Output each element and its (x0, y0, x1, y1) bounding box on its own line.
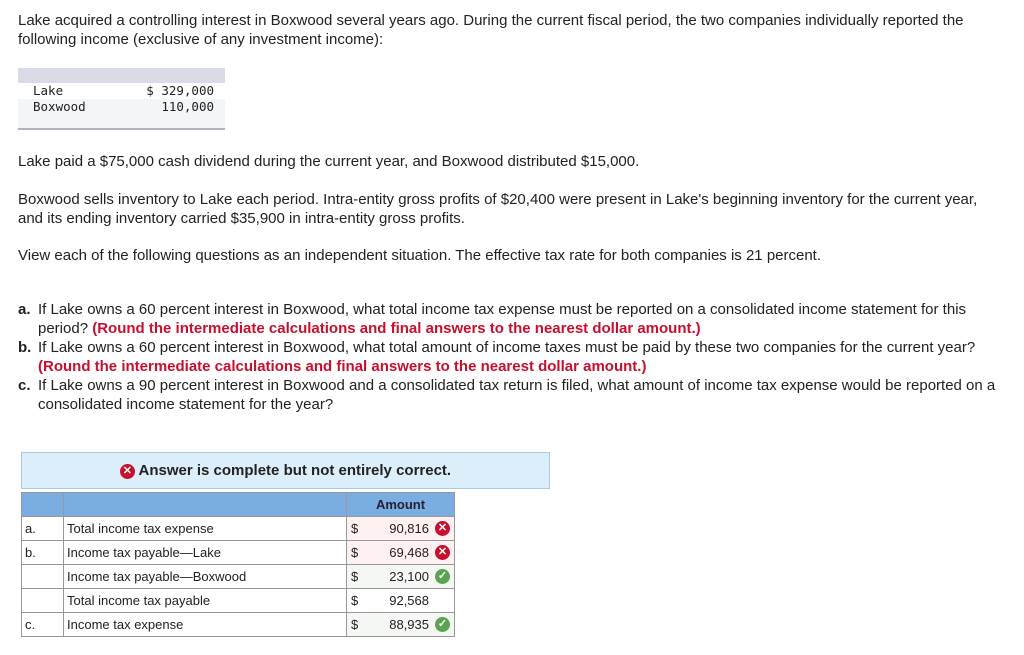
row-label: Total income tax payable (64, 589, 347, 613)
row-label: Income tax payable—Boxwood (64, 565, 347, 589)
row-label: Income tax payable—Lake (64, 541, 347, 565)
amount-input[interactable] (347, 541, 455, 565)
company-income: 110,000 (161, 99, 214, 114)
dividend-text: Lake paid a $75,000 cash dividend during the current year, and Boxwood distributed $15,000. (18, 153, 640, 170)
currency-symbol: $ (351, 593, 359, 608)
amount-value: 88,935 (389, 617, 429, 632)
question-text: If Lake owns a 90 percent interest in Boxwood and a consolidated tax return is filed, what amount of income tax expense would be reported on a consolidated income statement for the year? (38, 377, 996, 413)
company-name: Lake (33, 83, 64, 98)
table-row (22, 613, 455, 637)
answer-status-banner (21, 452, 550, 489)
row-letter (22, 589, 64, 613)
intro-text: Lake acquired a controlling interest in Boxwood several years ago. During the current fiscal period, the two companies individually reported the following income (exclusive of any investment income): (18, 12, 964, 48)
banner-text: Answer is complete but not entirely correct. (138, 462, 452, 479)
question-c (18, 376, 998, 414)
correct-check-icon: ✓ (435, 569, 450, 584)
row-letter: b. (22, 541, 64, 565)
incorrect-icon: ✕ (435, 521, 450, 536)
table-row (22, 589, 455, 613)
question-a (18, 300, 998, 338)
table-row (22, 565, 455, 589)
amount-input[interactable] (347, 613, 455, 637)
inventory-text: Boxwood sells inventory to Lake each period. Intra-entity gross profits of $20,400 were present in Lake's beginning inventory for the current year, and its ending inventory carried $35,900 in intra-entity gross profits. (18, 191, 978, 227)
income-row-lake (18, 83, 225, 99)
table-header (22, 493, 455, 517)
currency-symbol: $ (351, 521, 359, 536)
row-letter (22, 565, 64, 589)
question-text: If Lake owns a 60 percent interest in Boxwood, what total amount of income taxes must be paid by these two companies for the current year? (38, 339, 976, 356)
income-table (18, 68, 225, 130)
row-letter: c. (22, 613, 64, 637)
question-b (18, 338, 998, 376)
amount-value: 69,468 (389, 545, 429, 560)
question-letter: b. (18, 339, 32, 356)
incorrect-icon: ✕ (435, 545, 450, 560)
amount-value: 90,816 (389, 521, 429, 536)
currency-symbol: $ (351, 617, 359, 632)
error-icon: ✕ (120, 464, 135, 479)
currency-symbol: $ (351, 569, 359, 584)
answer-table (21, 492, 455, 637)
table-row (22, 517, 455, 541)
company-name: Boxwood (33, 99, 86, 114)
amount-input[interactable] (347, 589, 455, 613)
amount-input[interactable] (347, 517, 455, 541)
amount-header: Amount (347, 493, 455, 517)
amount-value: 92,568 (389, 593, 429, 608)
amount-input[interactable] (347, 565, 455, 589)
rounding-note: (Round the intermediate calculations and final answers to the nearest dollar amount.) (92, 320, 701, 337)
row-letter: a. (22, 517, 64, 541)
table-row (22, 541, 455, 565)
question-letter: c. (18, 377, 31, 394)
rounding-note: (Round the intermediate calculations and final answers to the nearest dollar amount.) (38, 358, 647, 375)
row-label: Total income tax expense (64, 517, 347, 541)
currency-symbol: $ (351, 545, 359, 560)
amount-value: 23,100 (389, 569, 429, 584)
row-label: Income tax expense (64, 613, 347, 637)
question-letter: a. (18, 301, 31, 318)
correct-check-icon: ✓ (435, 617, 450, 632)
income-row-boxwood (18, 99, 225, 115)
questions-list (18, 300, 998, 414)
tax-rate-text: View each of the following questions as an independent situation. The effective tax rate for both companies is 21 percent. (18, 247, 822, 264)
company-income: $ 329,000 (146, 83, 214, 98)
question-text: If Lake owns a 60 percent interest in Boxwood, what total income tax expense must be reported on a consolidated income statement for this period? (38, 301, 967, 337)
